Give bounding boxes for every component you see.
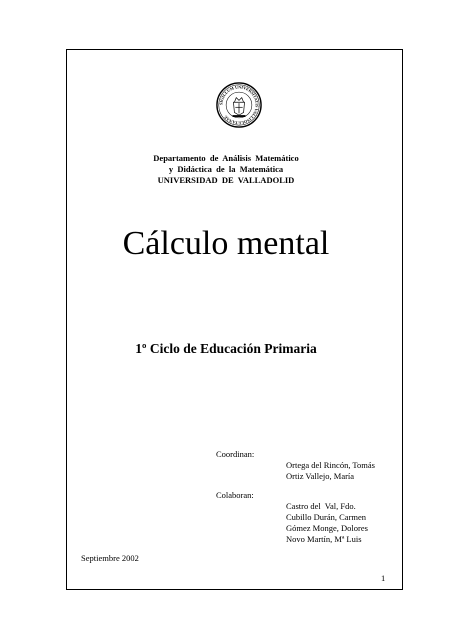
collaborator-name: Gómez Monge, Dolores xyxy=(286,523,368,533)
university-seal-icon xyxy=(216,82,262,128)
department-heading xyxy=(0,153,452,186)
publication-date: Septiembre 2002 xyxy=(81,553,139,563)
collaborator-name: Cubillo Durán, Carmen xyxy=(286,512,367,522)
department-line: Departamento de Análisis Matemático xyxy=(153,153,299,163)
coordinator-name: Ortega del Rincón, Tomás xyxy=(286,460,375,470)
coordinator-name: Ortiz Vallejo, María xyxy=(286,471,355,481)
coordinators-label: Coordinan: xyxy=(216,449,255,459)
coordinators-list xyxy=(286,460,375,482)
page-number: 1 xyxy=(381,573,386,583)
university-name: UNIVERSIDAD DE VALLADOLID xyxy=(157,175,295,185)
collaborator-name: Castro del Val, Fdo. xyxy=(286,501,356,511)
collaborator-name: Novo Martín, Mª Luis xyxy=(286,534,362,544)
department-line: y Didáctica de la Matemática xyxy=(168,164,284,174)
document-title: Cálculo mental xyxy=(122,225,330,262)
collaborators-list xyxy=(286,501,368,545)
collaborators-label: Colaboran: xyxy=(216,490,254,500)
document-subtitle: 1º Ciclo de Educación Primaria xyxy=(135,341,317,356)
seal-motto: SIGILLUM UNIVERSITATIS VALLISOLETANAE xyxy=(218,84,260,126)
